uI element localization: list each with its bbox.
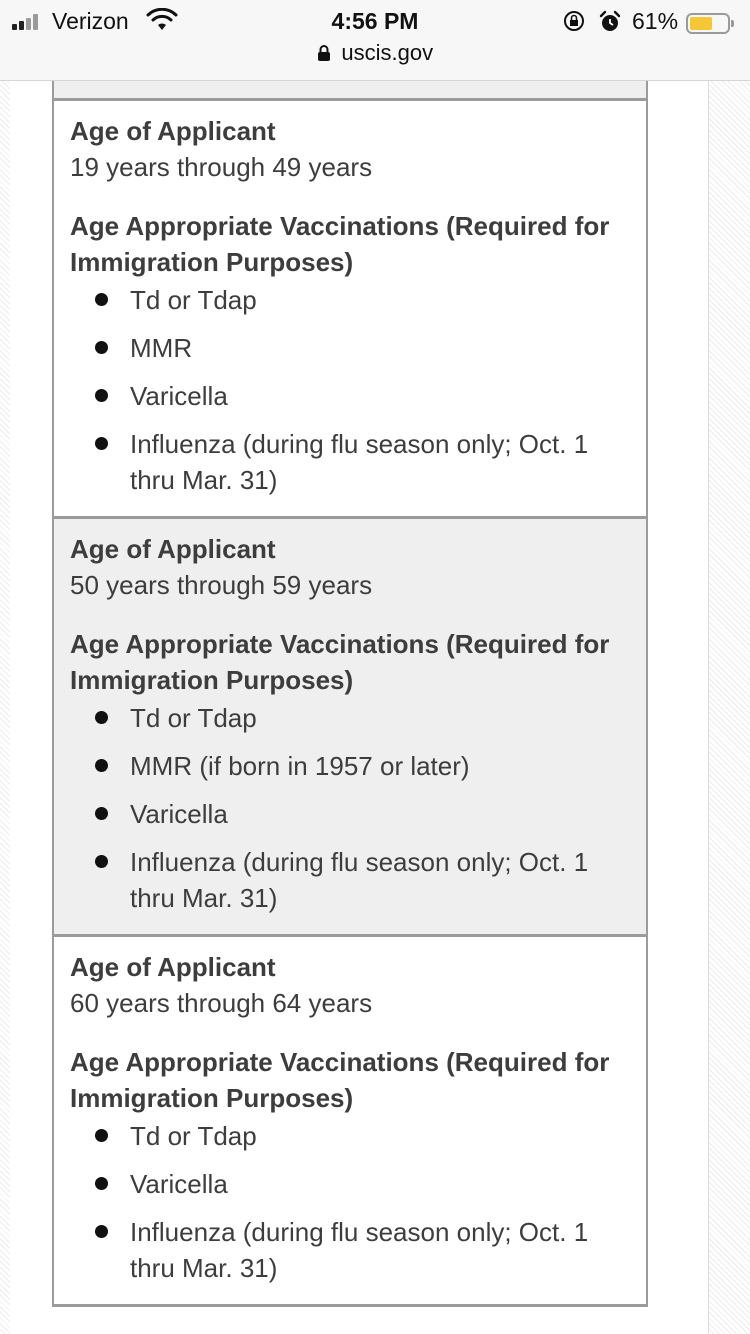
age-range: 50 years through 59 years [70,570,373,600]
bullet-icon [95,389,108,402]
vaccine-name: Td or Tdap [130,1121,257,1151]
alarm-icon [598,10,622,34]
page-margin-left [0,80,10,1334]
vaccine-name: Varicella [130,799,228,829]
bullet-icon [95,1177,108,1190]
vaccine-name: Varicella [130,381,228,411]
vaccine-list [70,1118,630,1286]
clock: 4:56 PM [331,8,419,34]
vaccine-list-item [70,282,630,318]
vaccinations-header: Age Appropriate Vaccinations (Required for Immigration Purposes) [70,629,610,695]
url-text: uscis.gov [341,40,434,65]
vaccination-table [52,80,648,1307]
age-of-applicant-header: Age of Applicant [70,116,276,146]
table-row [54,937,646,1307]
vaccine-list-item [70,844,630,916]
age-of-applicant-header: Age of Applicant [70,952,276,982]
age-range: 19 years through 49 years [70,152,373,182]
vaccine-list-item [70,748,630,784]
bullet-icon [95,293,108,306]
battery-percentage: 61% [632,8,679,34]
vaccine-list-item [70,1118,630,1154]
bullet-icon [95,711,108,724]
page-margin-right [708,80,750,1334]
url-bar[interactable] [0,40,750,68]
status-bar [0,6,750,36]
vaccine-name: Influenza (during flu season only; Oct. 1 thru Mar. 31) [130,429,589,495]
vaccine-list-item [70,1214,630,1286]
bullet-icon [95,1225,108,1238]
bullet-icon [95,855,108,868]
vaccine-list-item [70,330,630,366]
vaccine-name: Td or Tdap [130,285,257,315]
vaccinations-header: Age Appropriate Vaccinations (Required for Immigration Purposes) [70,211,610,277]
table-row [54,101,646,519]
vaccine-name: Td or Tdap [130,703,257,733]
vaccine-name: MMR [130,333,193,363]
bullet-icon [95,341,108,354]
age-of-applicant-header: Age of Applicant [70,534,276,564]
bullet-icon [95,759,108,772]
bullet-icon [95,1129,108,1142]
bullet-icon [95,437,108,450]
vaccine-list-item [70,1166,630,1202]
battery-icon [686,13,730,34]
battery-fill [690,17,712,30]
vaccinations-header: Age Appropriate Vaccinations (Required for Immigration Purposes) [70,1047,610,1113]
lock-icon [317,44,331,62]
vaccine-list-item [70,700,630,736]
vaccine-list [70,282,630,498]
carrier-label: Verizon [52,8,129,34]
vaccine-list-item [70,796,630,832]
bullet-icon [95,807,108,820]
vaccine-name: Influenza (during flu season only; Oct. 1 thru Mar. 31) [130,847,589,913]
browser-top-bar [0,0,750,81]
vaccine-name: MMR (if born in 1957 or later) [130,751,470,781]
vaccine-name: Influenza (during flu season only; Oct. 1 thru Mar. 31) [130,1217,589,1283]
vaccine-list-item [70,426,630,498]
age-range: 60 years through 64 years [70,988,373,1018]
vaccine-list [70,700,630,916]
vaccine-list-item [70,378,630,414]
table-row [54,519,646,937]
rotation-lock-icon [563,10,585,32]
vaccine-name: Varicella [130,1169,228,1199]
previous-row-edge [54,80,646,101]
